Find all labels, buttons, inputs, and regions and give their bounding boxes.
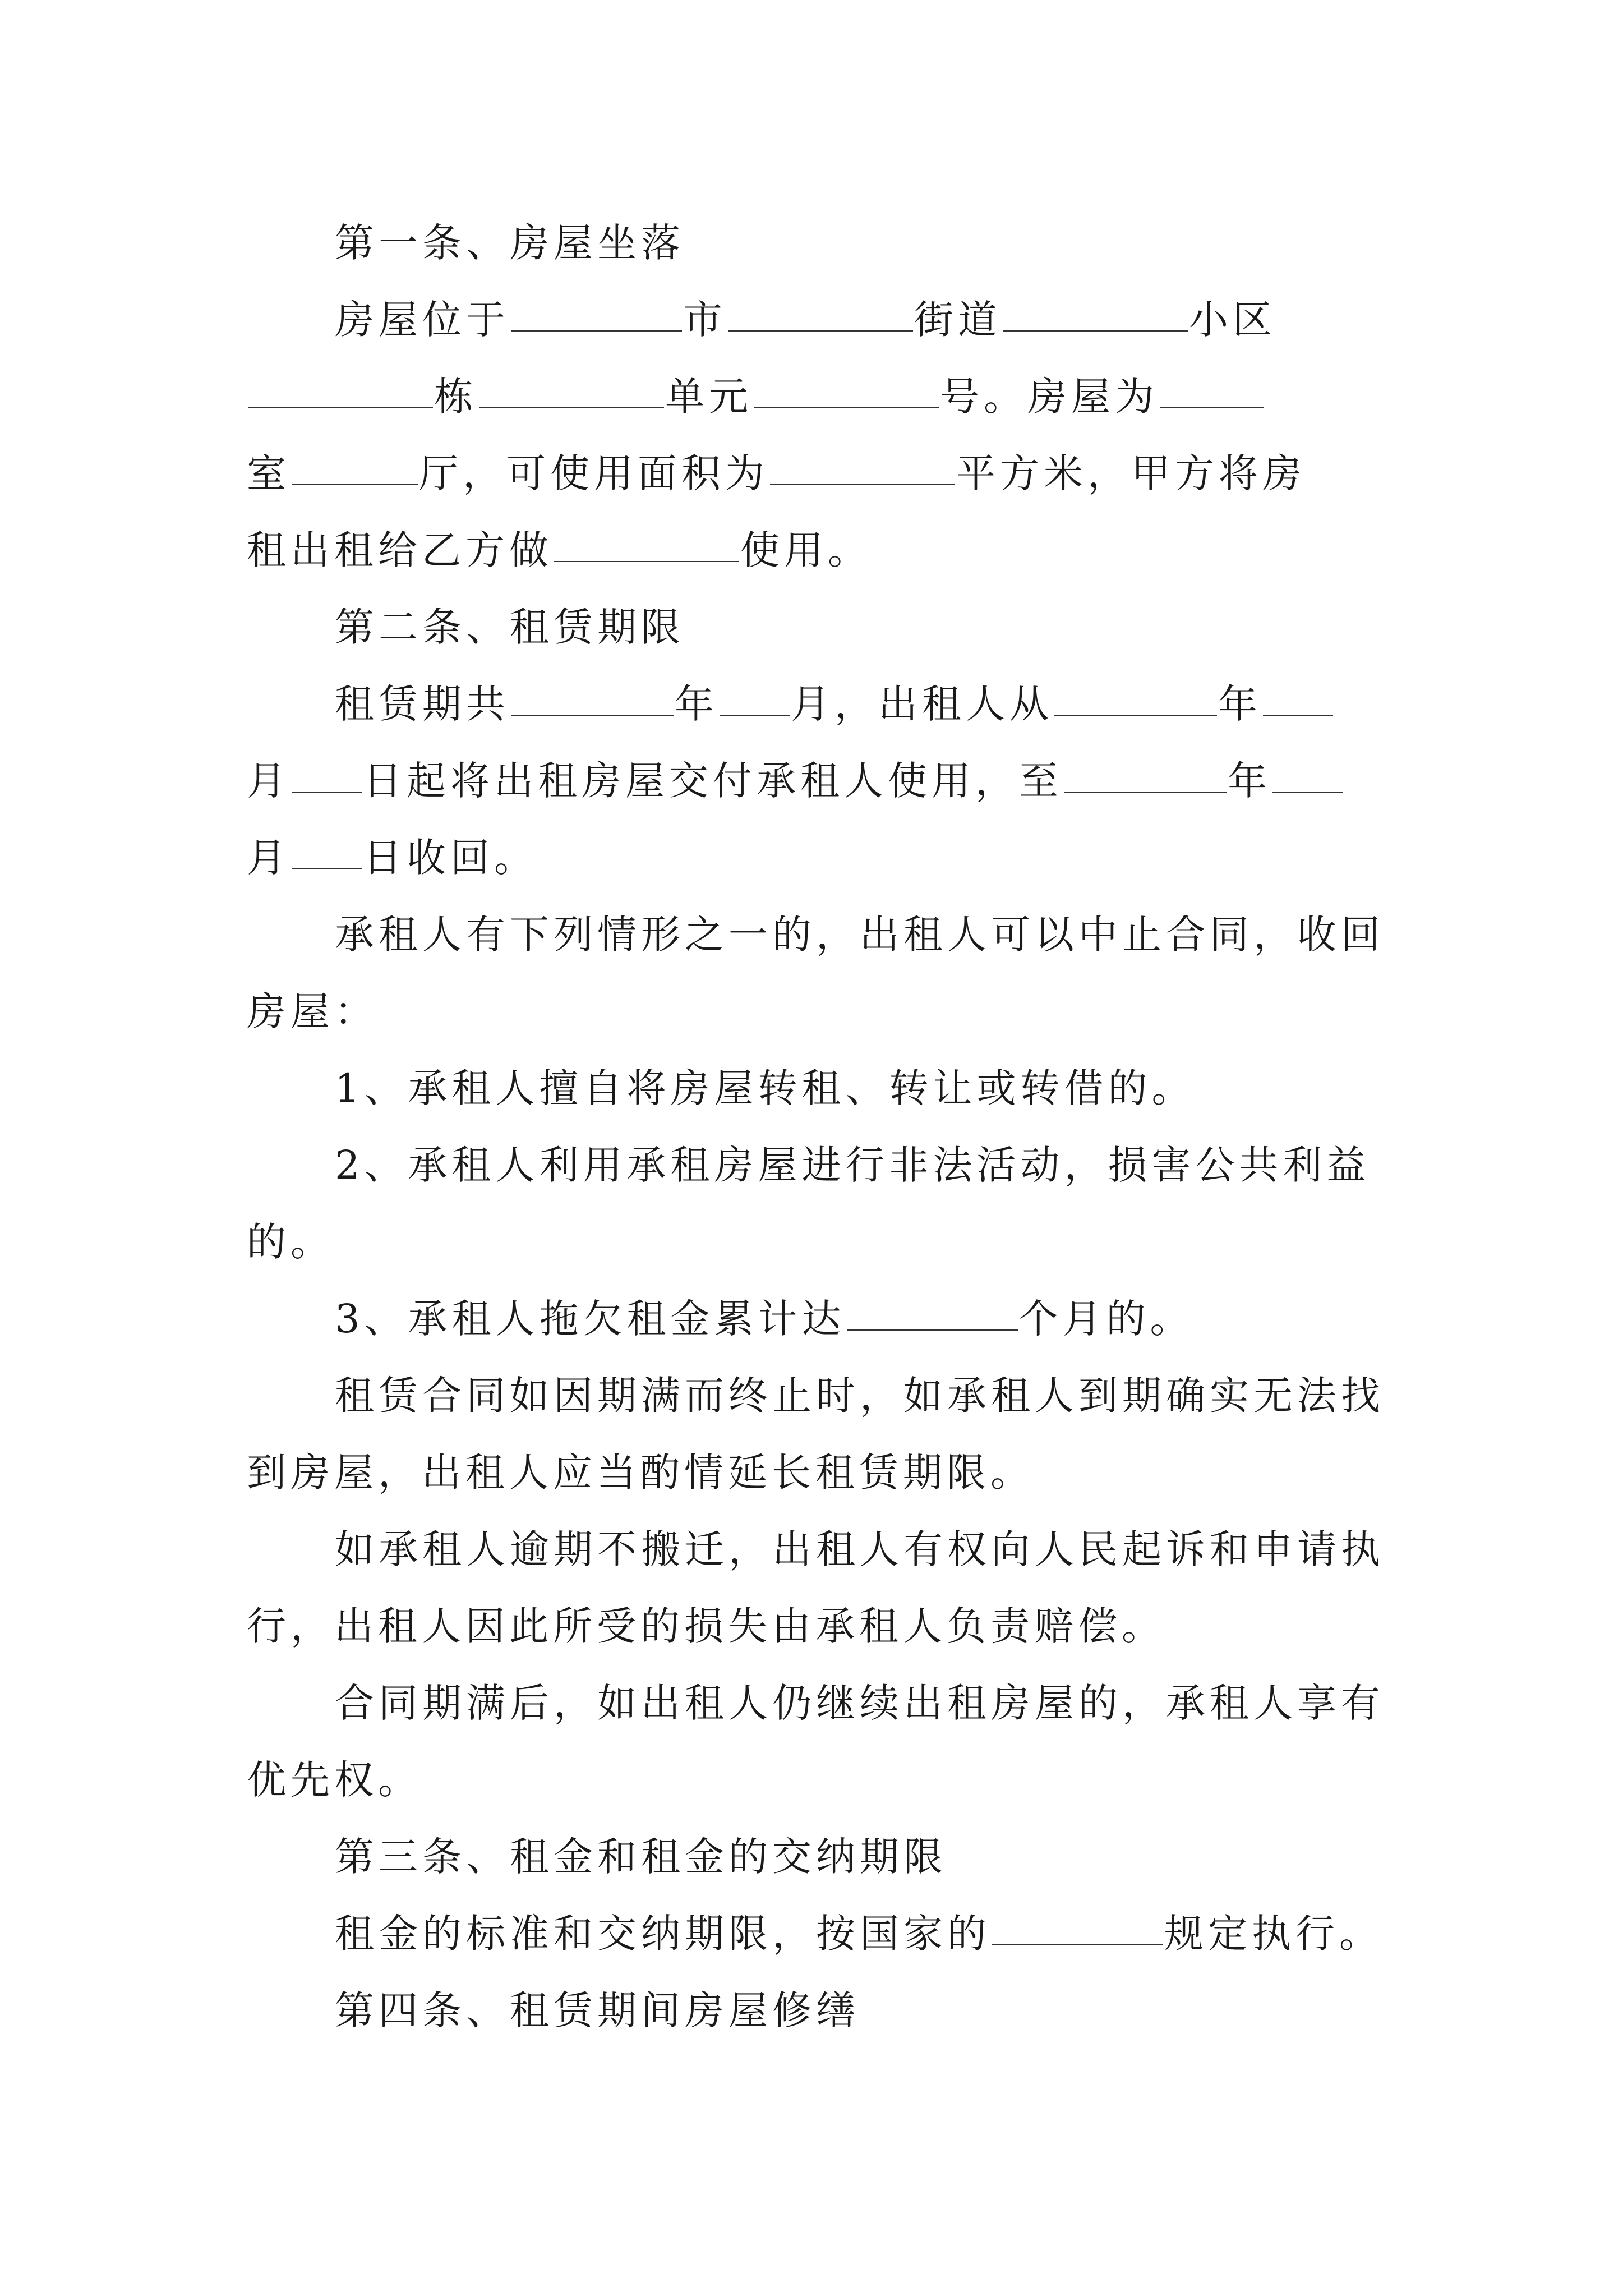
article-2-line-2: [247, 743, 1385, 820]
list-item-3: [247, 1281, 1385, 1358]
blank-usage: [554, 560, 739, 562]
text-item-3-a: 3、承租人拖欠租金累计达: [335, 1296, 846, 1342]
article-1-heading-text: 第一条、房屋坐落: [335, 220, 685, 266]
contract-body: [247, 205, 1385, 2049]
blank-city: [511, 330, 682, 332]
text-item-3-b: 个月的。: [1018, 1296, 1194, 1342]
text-start-month: 月: [247, 758, 291, 804]
blank-start-year: [1054, 714, 1217, 716]
article-1-line-4: [247, 512, 1385, 589]
blank-term-years: [511, 714, 674, 716]
text-location-prefix: 房屋位于: [335, 297, 510, 343]
blank-unit: [479, 407, 664, 408]
text-terminate-2: 房屋：: [247, 988, 378, 1034]
article-2-heading: [247, 589, 1385, 666]
priority-paragraph-line-1: [247, 1665, 1385, 1742]
text-rent-standard: 租金的标准和交纳期限，按国家的: [335, 1911, 991, 1957]
blank-building: [248, 407, 433, 408]
text-hall-area: 厅，可使用面积为: [419, 450, 769, 496]
article-1-line-3: [247, 435, 1385, 512]
blank-community: [1003, 330, 1188, 332]
text-usage: 使用。: [740, 527, 872, 573]
blank-end-month: [1272, 791, 1343, 793]
overdue-paragraph-line-1: [247, 1511, 1385, 1588]
blank-end-day: [292, 868, 362, 869]
text-lease-to-party-b: 租出租给乙方做: [247, 527, 553, 573]
text-year: 年: [675, 681, 718, 727]
text-priority-2: 优先权。: [247, 1757, 422, 1803]
text-end-month: 月: [247, 835, 291, 881]
blank-number: [754, 407, 939, 408]
blank-start-month: [1263, 714, 1333, 716]
text-month-from: 月，出租人从: [791, 681, 1053, 727]
text-expire-1: 租赁合同如因期满而终止时，如承租人到期确实无法找: [335, 1373, 1385, 1419]
text-room: 室: [247, 450, 291, 496]
expire-paragraph-line-2: [247, 1434, 1385, 1511]
article-2-line-1: [247, 666, 1385, 743]
blank-rooms: [1160, 407, 1264, 408]
text-terminate-1: 承租人有下列情形之一的，出租人可以中止合同，收回: [335, 912, 1385, 958]
text-overdue-1: 如承租人逾期不搬迁，出租人有权向人民起诉和申请执: [335, 1526, 1385, 1572]
article-4-heading-text: 第四条、租赁期间房屋修缮: [335, 1987, 860, 2033]
blank-area: [770, 484, 955, 485]
text-community: 小区: [1189, 297, 1276, 343]
text-building: 栋: [434, 374, 478, 420]
text-unit: 单元: [665, 374, 753, 420]
blank-start-day: [292, 791, 362, 793]
blank-halls: [292, 484, 418, 485]
article-3-heading-text: 第三条、租金和租金的交纳期限: [335, 1834, 947, 1880]
text-street: 街道: [914, 297, 1002, 343]
list-item-2-line-1: [247, 1127, 1385, 1204]
text-overdue-2: 行，出租人因此所受的损失由承租人负责赔偿。: [247, 1603, 1165, 1649]
text-expire-2: 到房屋，出租人应当酌情延长租赁期限。: [247, 1450, 1034, 1496]
list-item-1: [247, 1050, 1385, 1127]
text-number-house: 号。房屋为: [940, 374, 1159, 420]
article-2-line-3: [247, 820, 1385, 896]
text-city: 市: [683, 297, 727, 343]
blank-end-year: [1064, 791, 1227, 793]
article-3-line-1: [247, 1895, 1385, 1972]
text-lease-term: 租赁期共: [335, 681, 510, 727]
text-end-year: 年: [1228, 758, 1271, 804]
text-item-2-1: 2、承租人利用承租房屋进行非法活动，损害公共利益: [335, 1142, 1371, 1188]
terminate-paragraph-line-2: [247, 973, 1385, 1050]
list-item-2-line-2: [247, 1204, 1385, 1281]
blank-rent-regulation: [992, 1944, 1163, 1945]
article-2-heading-text: 第二条、租赁期限: [335, 604, 685, 650]
text-start-year: 年: [1218, 681, 1262, 727]
text-priority-1: 合同期满后，如出租人仍继续出租房屋的，承租人享有: [335, 1680, 1385, 1726]
article-1-heading: [247, 205, 1385, 282]
text-item-1: 1、承租人擅自将房屋转租、转让或转借的。: [335, 1065, 1196, 1111]
expire-paragraph-line-1: [247, 1358, 1385, 1434]
text-sqm-party-a: 平方米，甲方将房: [956, 450, 1306, 496]
article-1-line-1: [247, 282, 1385, 358]
article-4-heading: [247, 1972, 1385, 2049]
blank-arrears-months: [847, 1329, 1018, 1331]
blank-street: [728, 330, 913, 332]
overdue-paragraph-line-2: [247, 1588, 1385, 1665]
terminate-paragraph-line-1: [247, 896, 1385, 973]
text-delivery-until: 日起将出租房屋交付承租人使用，至: [363, 758, 1063, 804]
text-item-2-2: 的。: [247, 1219, 334, 1265]
blank-term-months: [720, 714, 790, 716]
article-3-heading: [247, 1819, 1385, 1895]
text-reclaim: 日收回。: [363, 835, 538, 881]
text-rent-execute: 规定执行。: [1164, 1911, 1383, 1957]
priority-paragraph-line-2: [247, 1742, 1385, 1819]
article-1-line-2: [247, 358, 1385, 435]
